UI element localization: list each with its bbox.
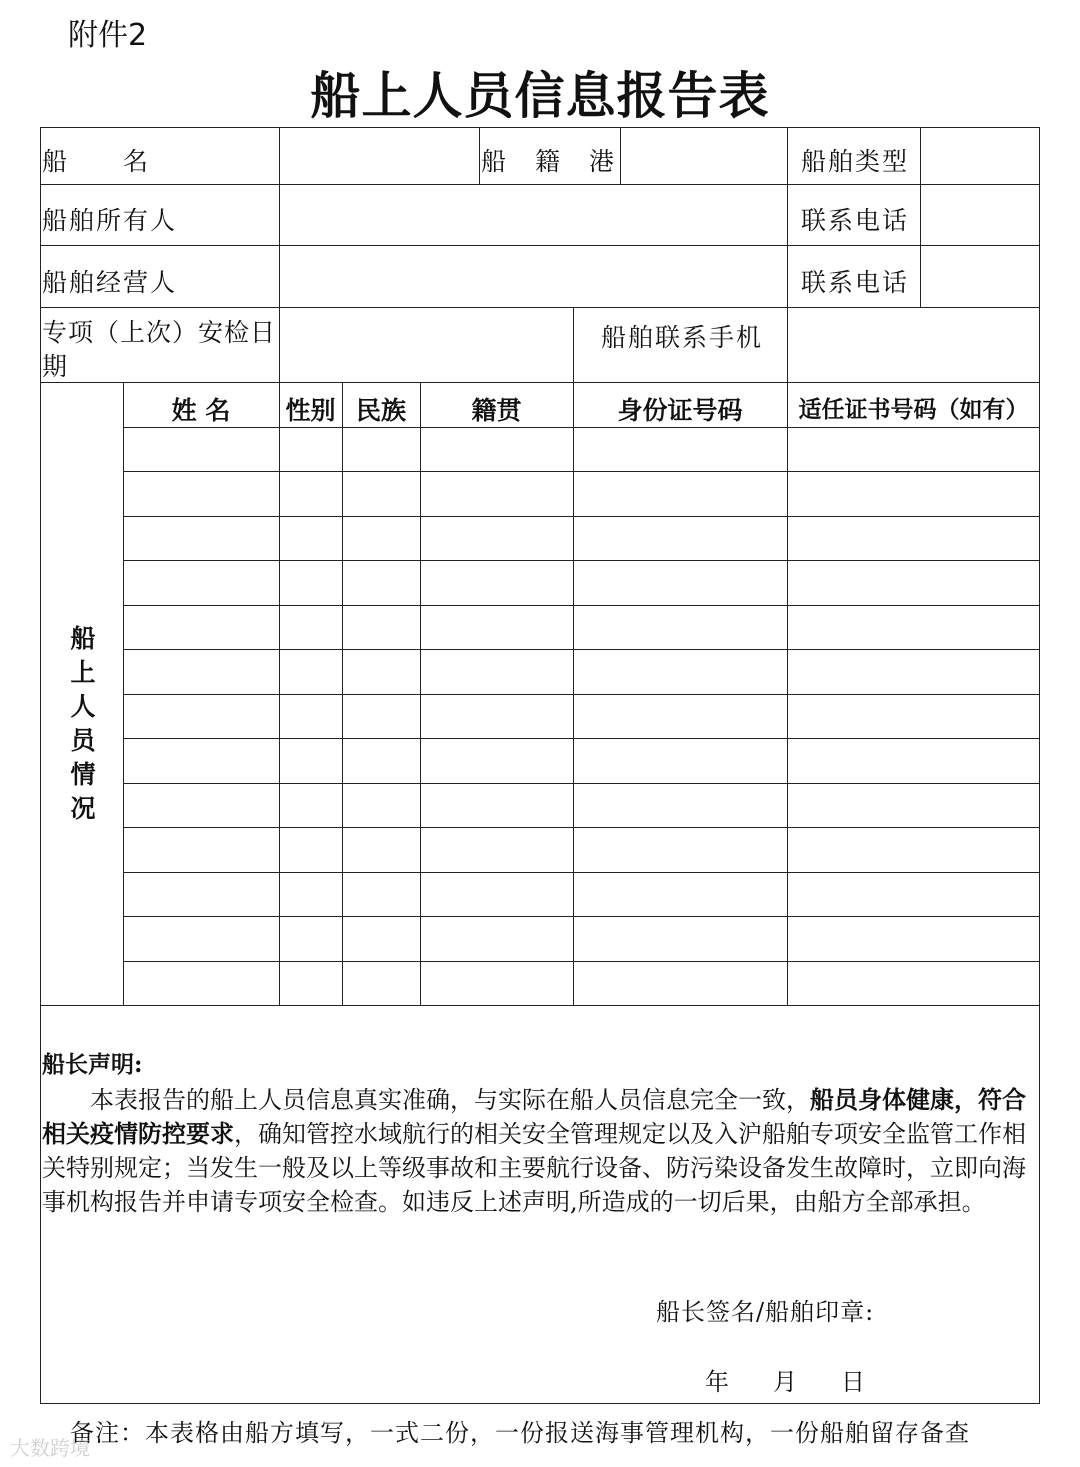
operator-label: 船舶经营人 <box>42 268 178 297</box>
column-header-name: 姓 名 <box>171 396 231 425</box>
attachment-label: 附件2 <box>68 18 148 53</box>
inspection-date-label: 专项（上次）安检日期 <box>42 318 277 381</box>
crew-section-label: 船 上 人 员 情 况 <box>70 624 96 823</box>
row-line <box>123 916 1040 917</box>
row-line <box>123 427 1040 428</box>
column-line <box>573 307 574 382</box>
row-line <box>40 307 1040 308</box>
row-line <box>123 605 1040 606</box>
declaration-heading: 船长声明: <box>42 1051 143 1078</box>
column-line <box>279 127 280 382</box>
watermark: 大数跨境 <box>10 1436 90 1460</box>
column-line <box>787 382 788 1005</box>
row-line <box>123 694 1040 695</box>
column-header-id-number: 身份证号码 <box>617 396 743 425</box>
declaration-bold-text: 船员身体健康，符合相关疫情防控要求 <box>42 1085 1026 1148</box>
port-of-registry-label: 船 籍 港 <box>481 147 617 176</box>
column-line <box>123 382 124 1005</box>
column-line <box>620 127 621 184</box>
row-line <box>123 560 1040 561</box>
column-line <box>573 382 574 1005</box>
ship-name-label: 船 名 <box>42 147 151 176</box>
row-line <box>40 184 1040 185</box>
row-line <box>123 649 1040 650</box>
column-line <box>920 127 921 307</box>
page-title: 船上人员信息报告表 <box>310 67 770 125</box>
row-line <box>123 783 1040 784</box>
row-line <box>40 245 1040 246</box>
owner-label: 船舶所有人 <box>42 206 178 235</box>
column-line <box>279 382 280 1005</box>
operator-phone-label: 联系电话 <box>801 268 910 297</box>
column-line <box>342 382 343 1005</box>
ship-mobile-label: 船舶联系手机 <box>601 323 764 352</box>
column-header-native-place: 籍贯 <box>471 396 522 425</box>
signature-date: 年 月 日 <box>705 1368 865 1396</box>
row-line <box>123 961 1040 962</box>
footnote: 备注：本表格由船方填写，一式二份，一份报送海事管理机构，一份船舶留存备查 <box>70 1419 970 1447</box>
column-line <box>420 382 421 1005</box>
captain-signature-label: 船长签名/船舶印章: <box>656 1298 875 1326</box>
row-line <box>40 1005 1040 1006</box>
column-line <box>787 127 788 307</box>
column-header-ethnicity: 民族 <box>355 396 406 425</box>
column-header-gender: 性别 <box>285 396 336 425</box>
row-line <box>123 738 1040 739</box>
ship-type-label: 船舶类型 <box>801 147 910 176</box>
column-line <box>787 307 788 382</box>
owner-phone-label: 联系电话 <box>801 206 910 235</box>
row-line <box>123 471 1040 472</box>
row-line <box>123 872 1040 873</box>
row-line <box>123 827 1040 828</box>
row-line <box>123 516 1040 517</box>
declaration-text: 本表报告的船上人员信息真实准确，与实际在船人员信息完全一致，船员身体健康，符合相关疫情防控要求，确知管控水域航行的相关安全管理规定以及入沪船舶专项安全监管工作相关特别规定；当发生一般及以上等级事故和主要航行设备、防污染设备发生故障时，立即向海事机构报告并申请专项安全检查。如违反上述声明,所造成的一切后果，由船方全部承担。 <box>42 1085 1026 1216</box>
column-line <box>479 127 480 184</box>
column-header-certificate-number: 适任证书号码（如有） <box>798 396 1029 423</box>
